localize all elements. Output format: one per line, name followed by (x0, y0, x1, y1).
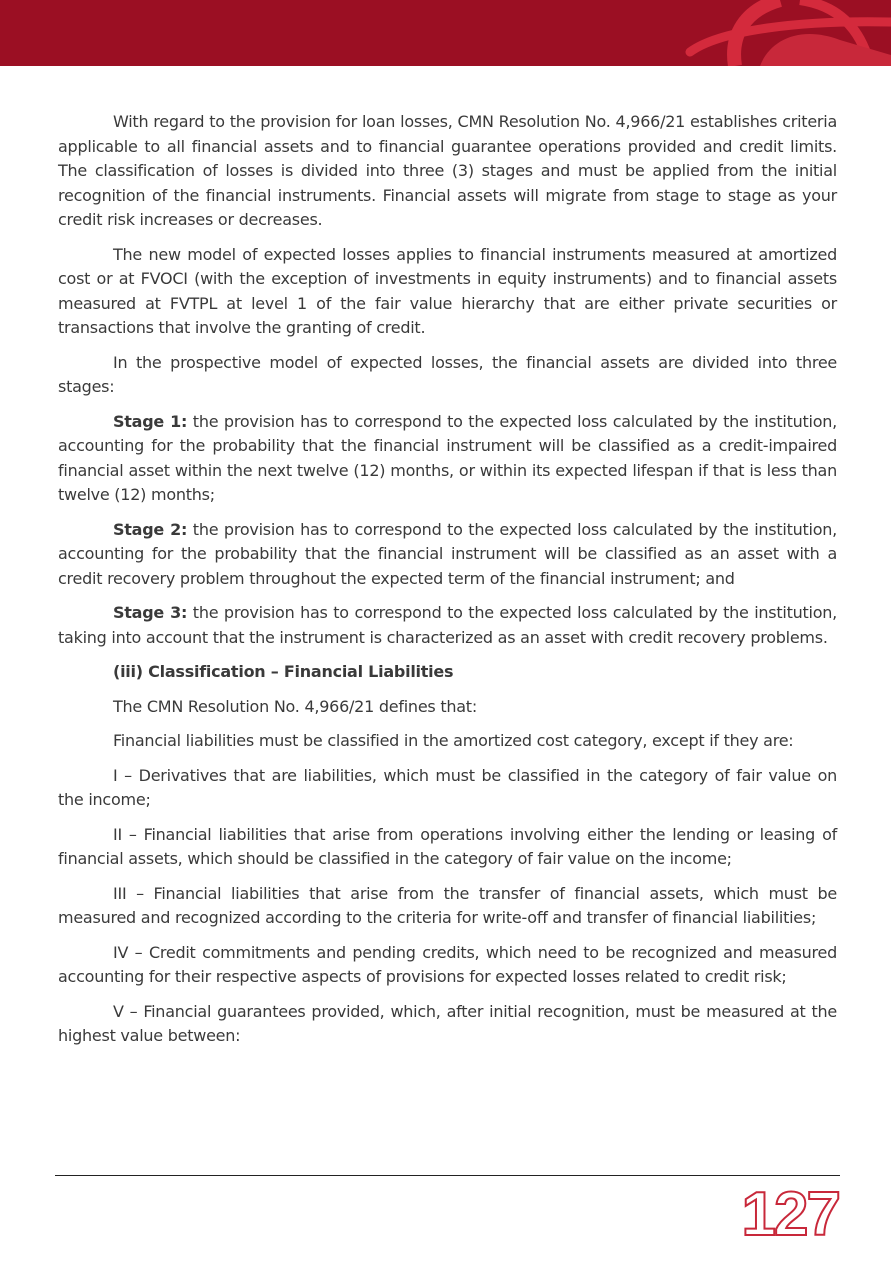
list-item: IV – Credit commitments and pending credits, which need to be recognized and measured accounting for their respective aspects of provisions for expected losses related to credit risk; (58, 942, 837, 986)
stage-3-paragraph (58, 601, 837, 650)
stage-2-label: Stage 2: (113, 519, 188, 539)
paragraph: In the prospective model of expected losses, the financial assets are divided into three stages: (58, 352, 837, 396)
stage-3-text: the provision has to correspond to the expected loss calculated by the institution, taking into account that the instrument is characterized as an asset with credit recovery problems. (58, 603, 837, 647)
page-content (58, 110, 837, 1059)
paragraph: The new model of expected losses applies to financial instruments measured at amortized cost or at FVOCI (with the exception of investments in equity instruments) and to financial assets measured at FVTPL at level 1 of the fair value hierarchy that are either private securities or transactions that involve the granting of credit. (58, 244, 837, 337)
stage-3-label: Stage 3: (113, 603, 188, 622)
footer-divider (55, 1175, 840, 1176)
brand-swoosh-icon (0, 0, 891, 66)
stage-1-paragraph (58, 410, 837, 508)
list-item: V – Financial guarantees provided, which, after initial recognition, must be measured at the highest value between: (58, 1001, 837, 1045)
list-item: III – Financial liabilities that arise from the transfer of financial assets, which must be measured and recognized according to the criteria for write-off and transfer of financial liabilities; (58, 883, 837, 927)
list-item: I – Derivatives that are liabilities, which must be classified in the category of fair value on the income; (58, 765, 837, 809)
paragraph: With regard to the provision for loan losses, CMN Resolution No. 4,966/21 establishes criteria applicable to all financial assets and to financial guarantee operations provided and credit limits. The classification of losses is divided into three (3) stages and must be applied from the initial recognition of the financial instruments. Financial assets will migrate from stage to stage as your credit risk increases or decreases. (58, 112, 837, 229)
stage-1-text: the provision has to correspond to the expected loss calculated by the institution, accounting for the probability that the financial instrument will be classified as a credit-impaired financial asset within the next twelve (12) months, or within its expected lifespan if that is less than twelve (12) months; (58, 411, 837, 504)
list-item: II – Financial liabilities that arise from operations involving either the lending or leasing of financial assets, which should be classified in the category of fair value on the income; (58, 824, 837, 868)
header-band (0, 0, 891, 66)
page-number: 127 (741, 1180, 839, 1249)
stage-1-label: Stage 1: (113, 411, 188, 431)
stage-2-text: the provision has to correspond to the expected loss calculated by the institution, accounting for the probability that the financial instrument will be classified as an asset with a credit recovery problem throughout the expected term of the financial instrument; and (58, 519, 837, 588)
paragraph: Financial liabilities must be classified in the amortized cost category, except if they are: (113, 731, 794, 750)
stage-2-paragraph (58, 518, 837, 592)
paragraph: The CMN Resolution No. 4,966/21 defines that: (113, 696, 477, 716)
section-heading: (iii) Classification – Financial Liabilities (113, 662, 454, 681)
